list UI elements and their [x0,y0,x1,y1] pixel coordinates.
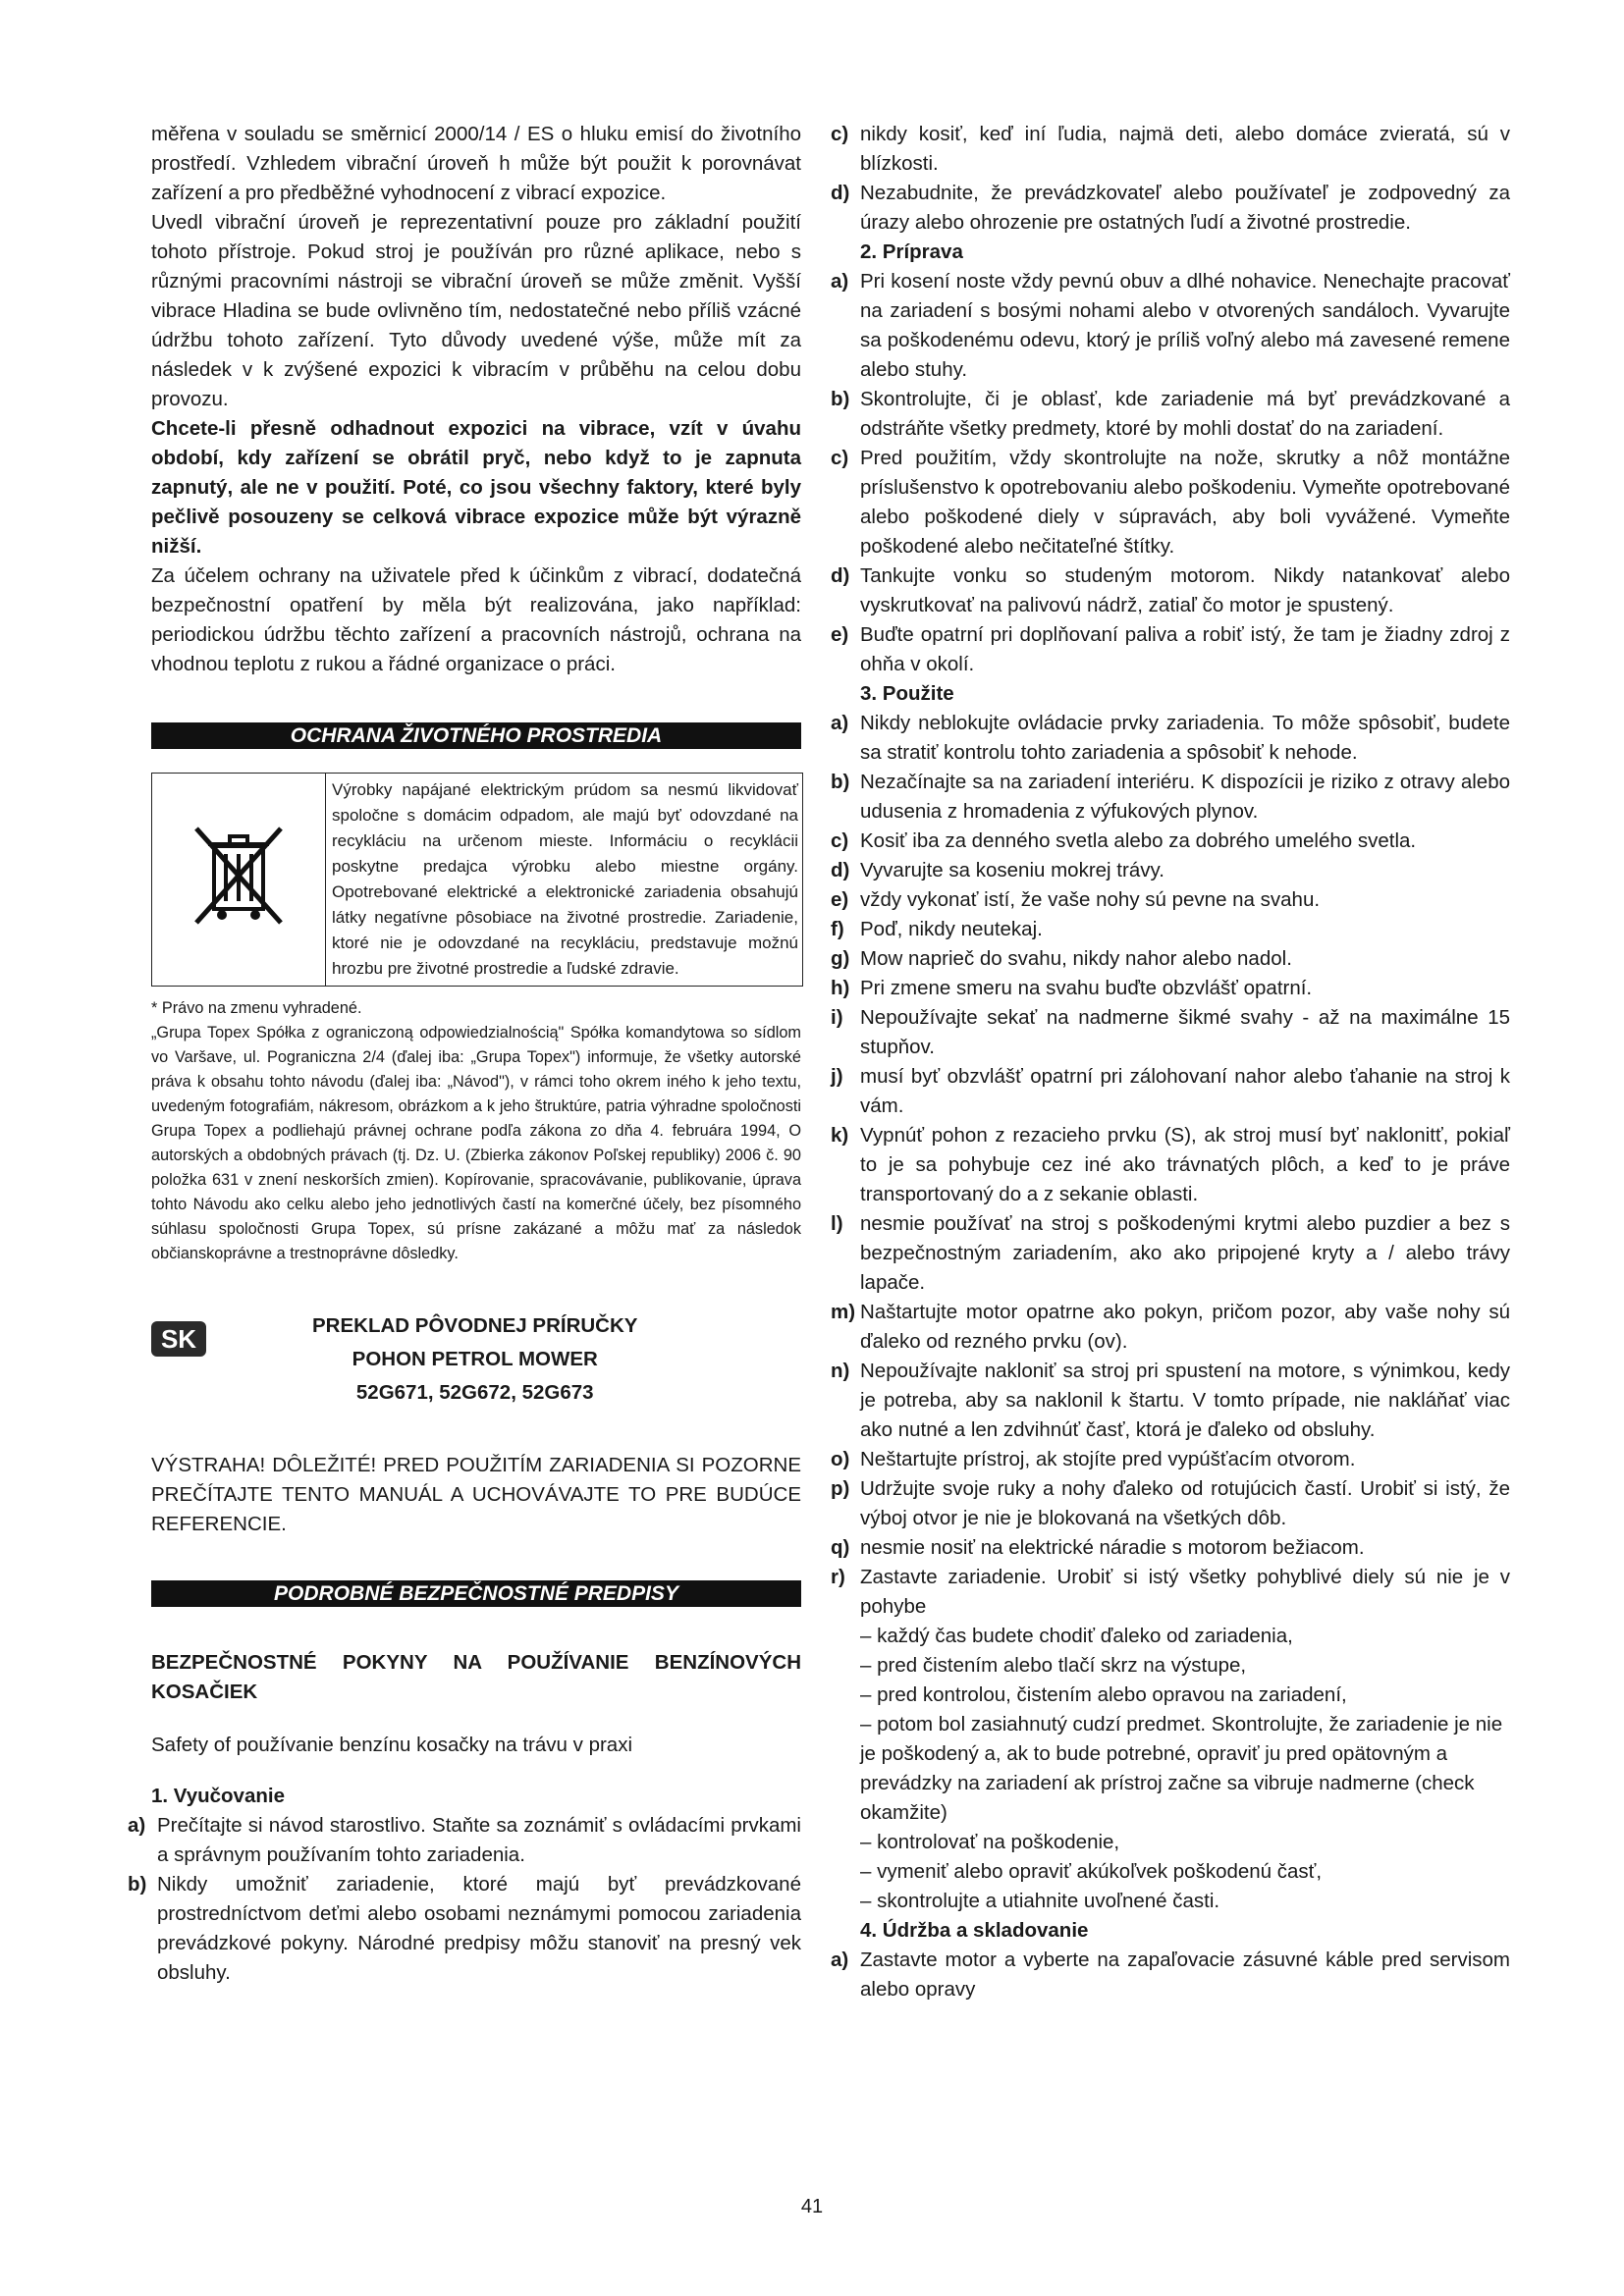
list-item [831,1003,1510,1062]
section-1-title: 1. Vyučovanie [151,1785,285,1807]
list-item-text: Skontrolujte, či je oblasť, kde zariadenie má byť prevádzkované a odstráňte všetky predmety, ktoré by mohli dostať do na zariadení. [860,388,1510,440]
list-item-label: o) [831,1448,850,1470]
list-item-text: Naštartujte motor opatrne ako pokyn, pričom pozor, aby vaše nohy sú ďaleko od rezného prvku (ov). [860,1301,1510,1353]
list-item-text: Nezabudnite, že prevádzkovateľ alebo používateľ je zodpovedný za úrazy alebo ohrozenie pre ostatných ľudí a životné prostredie. [860,182,1510,234]
item-r-dash-list [831,1622,1510,1916]
list-item [831,1209,1510,1298]
manual-title-2: POHON PETROL MOWER [352,1348,598,1370]
vibration-paragraph-4: Za účelem ochrany na uživatele před k účinkům z vibrací, dodatečná bezpečnostní opatření by měla být realizována, jako například: periodickou údržbu těchto zařízení a pracovních nástrojů, ochrana na vhodnou teplotu z rukou a řádné organizace o práci. [151,564,801,675]
list-item [831,768,1510,827]
list-item [831,1474,1510,1533]
list-item-label: a) [831,270,849,293]
list-item-text: Nezačínajte sa na zariadení interiéru. K dispozícii je riziko z otravy alebo udusenia z hromadenia z výfukových plynov. [860,771,1510,823]
list-item [831,827,1510,856]
safety-subtitle: Safety of používanie benzínu kosačky na trávu v praxi [151,1734,632,1756]
list-item-text: Vyvarujte sa koseniu mokrej trávy. [860,859,1164,881]
list-item-label: b) [831,771,850,793]
list-item-label: e) [831,623,849,646]
list-item [831,1298,1510,1357]
list-item-label: c) [831,447,849,469]
vibration-paragraph-2: Uvedl vibrační úroveň je reprezentativní pouze pro základní použití tohoto přístroje. Pokud stroj je používán pro různé aplikace, nebo s různými pracovními nástroji se vibrační úroveň se může změnit. Vyšší vibrace Hladina se bude ovlivněno tím, nedostatečné nebo příliš vzácné údržbu tohoto zařízení. Tyto důvody uvedené výše, může mít za následek v k zvýšené expozici k vibracím v průběhu na celou dobu provozu. [151,211,801,410]
list-item-text: Pred použitím, vždy skontrolujte na nože, skrutky a nôž montážne príslušenstvo k opotrebovaniu alebo poškodeniu. Vymeňte opotrebované alebo poškodené diely v súpravách, aby boli vyvážené. Vymeňte poškodené alebo nečitateľné štítky. [860,447,1510,558]
list-item [128,1811,801,1870]
list-item-label: r) [831,1566,845,1588]
list-item-label: e) [831,888,849,911]
list-item-text: vždy vykonať istí, že vaše nohy sú pevne na svahu. [860,888,1321,911]
list-item-text: nikdy kosiť, keď iní ľudia, najmä deti, alebo domáce zvieratá, sú v blízkosti. [860,123,1510,175]
list-item-label: a) [831,712,849,734]
list-item-text: Zastavte motor a vyberte na zapaľovacie zásuvné káble pred servisom alebo opravy [860,1949,1510,2001]
list-item-label: d) [831,859,850,881]
list-item-label: q) [831,1536,850,1559]
list-item [831,1563,1510,1622]
section-1-list [128,1811,801,1988]
list-item-label: j) [831,1065,843,1088]
weee-box [151,773,803,987]
left-column [128,120,801,1988]
dash-item: – potom bol zasiahnutý cudzí predmet. Skontrolujte, že zariadenie je nie je poškodený a, ak to bude potrebné, opraviť ju pred opätovným a prevádzky na zariadení ak prístroj začne sa vibruje nadmerne (check okamžite) [860,1713,1503,1824]
list-item-label: a) [831,1949,849,1971]
list-item [831,120,1510,179]
section-2-list [831,267,1510,679]
list-item-text: Neštartujte prístroj, ak stojíte pred vypúšťacím otvorom. [860,1448,1356,1470]
list-item-text: Nikdy umožniť zariadenie, ktoré majú byť prevádzkované prostredníctvom deťmi alebo osobami neznámymi pomocou zariadenia prevádzkové pokyny. Národné predpisy môžu stanoviť na presný vek obsluhy. [157,1873,801,1984]
legal-line-2: „Grupa Topex Spółka z ograniczoną odpowiedzialnością" Spółka komandytowa so sídlom vo Varšave, ul. Pograniczna 2/4 (ďalej iba: „Grupa Topex") informuje, že všetky autorské práva k obsahu tohto návodu (ďalej iba: „Návod"), v rámci toho okrem iného k jeho textu, uvedeným fotografiám, nákresom, obrázkom a k jeho štruktúre, patria výhradne spoločnosti Grupa Topex a podliehajú právnej ochrane podľa zákona zo dňa 4. februára 1994, O autorských a obdobných právach (tj. Dz. U. (Zbierka zákonov Poľskej republiky) 2006 č. 90 položka 631 v znení neskorších zmien). Kopírovanie, spracovávanie, publikovanie, úprava tohto Návodu ako celku alebo jeho jednotlivých častí na komerčné účely, bez písomného súhlasu spoločnosti Grupa Topex, sú prísne zakázané a môžu mať za následok občianskoprávne a trestnoprávne dôsledky. [151,1024,801,1262]
list-item-text: Nepoužívajte nakloniť sa stroj pri spustení na motore, s výnimkou, kedy je potreba, aby sa naklonil k štartu. V tomto prípade, nie nakláňať viac ako nutné a len zdvihnúť časť, ktorá je ďaleko od obsluhy. [860,1360,1510,1441]
list-item-text: nesmie nosiť na elektrické náradie s motorom bežiacom. [860,1536,1365,1559]
list-item [831,1445,1510,1474]
list-item [831,709,1510,768]
safety-band: PODROBNÉ BEZPEČNOSTNÉ PREDPISY [151,1580,801,1607]
dash-item: – vymeniť alebo opraviť akúkoľvek poškodenú časť, [860,1860,1323,1883]
crossed-bin-icon [152,774,326,986]
list-item-label: b) [128,1873,147,1896]
list-item-text: Pri zmene smeru na svahu buďte obzvlášť opatrní. [860,977,1313,999]
dash-item: – pred kontrolou, čistením alebo opravou na zariadení, [860,1683,1347,1706]
list-item [831,1357,1510,1445]
list-item-text: Tankujte vonku so studeným motorom. Nikdy natankovať alebo vyskrutkovať na palivovú nádrž, zatiaľ čo motor je spustený. [860,564,1510,616]
list-item [831,915,1510,944]
weee-text: Výrobky napájané elektrickým prúdom sa nesmú likvidovať spoločne s domácim odpadom, ale majú byť odovzdané na recykláciu na určenom mieste. Informáciu o recyklácii poskytne predajca výrobku alebo miestne orgány. Opotrebované elektrické a elektronické zariadenia obsahujú látky negatívne pôsobiace na životné prostredie. Zariadenie, ktoré nie je odovzdané na recykláciu, predstavuje možnú hrozbu pre životné prostredie a ľudské zdravie. [332,780,798,978]
manual-titles [312,1309,637,1410]
list-item-label: b) [831,388,850,410]
section-2-title: 2. Príprava [860,240,963,263]
list-item-label: l) [831,1212,843,1235]
list-item [831,1062,1510,1121]
list-item [831,1121,1510,1209]
manual-title-1: PREKLAD PÔVODNEJ PRÍRUČKY [312,1314,638,1337]
list-item [831,179,1510,238]
list-item-text: Nikdy neblokujte ovládacie prvky zariadenia. To môže spôsobiť, budete sa stratiť kontrolu tohto zariadenia a spôsobiť k nehode. [860,712,1510,764]
section-1-list-cont [831,120,1510,238]
list-item-text: Vypnúť pohon z rezacieho prvku (S), ak stroj musí byť naklonitť, pokiaľ to je sa pohybuje cez iné ako trávnatých plôch, a keď to je práve transportovaný do a z sekanie oblasti. [860,1124,1510,1205]
warning-text: VÝSTRAHA! DÔLEŽITÉ! PRED POUŽITÍM ZARIADENIA SI POZORNE PREČÍTAJTE TENTO MANUÁL A UCHOVÁVAJTE TO PRE BUDÚCE REFERENCIE. [151,1454,801,1535]
list-item-label: c) [831,123,849,145]
list-item-text: musí byť obzvlášť opatrní pri zálohovaní nahor alebo ťahanie na stroj k vám. [860,1065,1510,1117]
section-4-list [831,1946,1510,2004]
right-column [831,120,1510,2004]
list-item-label: d) [831,182,850,204]
list-item-label: f) [831,918,844,940]
list-item-label: a) [128,1814,146,1837]
environment-band: OCHRANA ŽIVOTNÉHO PROSTREDIA [151,722,801,749]
list-item [831,1946,1510,2004]
list-item [128,1870,801,1988]
dash-item: – kontrolovať na poškodenie, [860,1831,1120,1853]
list-item-text: Pri kosení noste vždy pevnú obuv a dlhé nohavice. Nenechajte pracovať na zariadení s bosými nohami alebo v otvorených sandáloch. Vyvarujte sa poškodenému odevu, ktorý je príliš voľný alebo má zavesené remene alebo stuhy. [860,270,1510,381]
list-item [831,885,1510,915]
dash-item: – každý čas budete chodiť ďaleko od zariadenia, [860,1625,1293,1647]
list-item-label: c) [831,829,849,852]
language-header [151,1309,801,1410]
vibration-paragraph-1: měřena v souladu se směrnicí 2000/14 / ES o hluku emisí do životního prostředí. Vzhledem vibrační úroveň h může být použit k porovnávat zařízení a pro předběžné vyhodnocení z vibrací expozice. [151,123,801,204]
list-item [831,444,1510,561]
list-item [831,267,1510,385]
section-4-title: 4. Údržba a skladovanie [860,1919,1089,1942]
list-item [831,385,1510,444]
list-item-label: p) [831,1477,850,1500]
section-3-list [831,709,1510,1622]
safety-title: BEZPEČNOSTNÉ POKYNY NA POUŽÍVANIE BENZÍNOVÝCH KOSAČIEK [151,1651,801,1703]
list-item-label: h) [831,977,850,999]
list-item-label: m) [831,1301,856,1323]
section-3-title: 3. Použite [860,682,954,705]
list-item-text: Zastavte zariadenie. Urobiť si istý všetky pohyblivé diely sú nie je v pohybe [860,1566,1510,1618]
language-badge: SK [151,1321,206,1357]
list-item [831,856,1510,885]
list-item-label: k) [831,1124,849,1147]
manual-title-3: 52G671, 52G672, 52G673 [355,1381,594,1404]
list-item [831,944,1510,974]
list-item [831,620,1510,679]
list-item [831,974,1510,1003]
list-item-text: Buďte opatrní pri doplňovaní paliva a robiť istý, že tam je žiadny zdroj z ohňa v okolí. [860,623,1510,675]
list-item [831,1533,1510,1563]
legal-line-1: * Právo na zmenu vyhradené. [151,999,362,1017]
list-item-label: i) [831,1006,843,1029]
page-number: 41 [800,2196,824,2217]
list-item-text: nesmie používať na stroj s poškodenými krytmi alebo puzdier a bez s bezpečnostným zariadením, ako ako pripojené kryty a / alebo trávy lapače. [860,1212,1510,1294]
vibration-paragraph-bold: Chcete-li přesně odhadnout expozici na vibrace, vzít v úvahu období, kdy zařízení se obrátil pryč, nebo když to je zapnuta zapnutý, ale ne v použití. Poté, co jsou všechny faktory, které byly pečlivě posouzeny se celková vibrace expozice může být výrazně nižší. [151,417,801,558]
legal-notice [151,996,801,1266]
list-item-label: d) [831,564,850,587]
list-item-text: Kosiť iba za denného svetla alebo za dobrého umelého svetla. [860,829,1417,852]
list-item-text: Mow naprieč do svahu, nikdy nahor alebo nadol. [860,947,1292,970]
list-item-text: Udržujte svoje ruky a nohy ďaleko od rotujúcich častí. Urobiť si istý, že výboj otvor je nie je blokovaná na všetkých dôb. [860,1477,1510,1529]
list-item [831,561,1510,620]
list-item-text: Poď, nikdy neutekaj. [860,918,1043,940]
dash-item: – skontrolujte a utiahnite uvoľnené časti. [860,1890,1220,1912]
list-item-text: Nepoužívajte sekať na nadmerne šikmé svahy - až na maximálne 15 stupňov. [860,1006,1510,1058]
list-item-label: g) [831,947,850,970]
list-item-label: n) [831,1360,850,1382]
dash-item: – pred čistením alebo tlačí skrz na výstupe, [860,1654,1247,1677]
list-item-text: Prečítajte si návod starostlivo. Staňte sa zoznámiť s ovládacími prvkami a správnym používaním tohto zariadenia. [157,1814,801,1866]
